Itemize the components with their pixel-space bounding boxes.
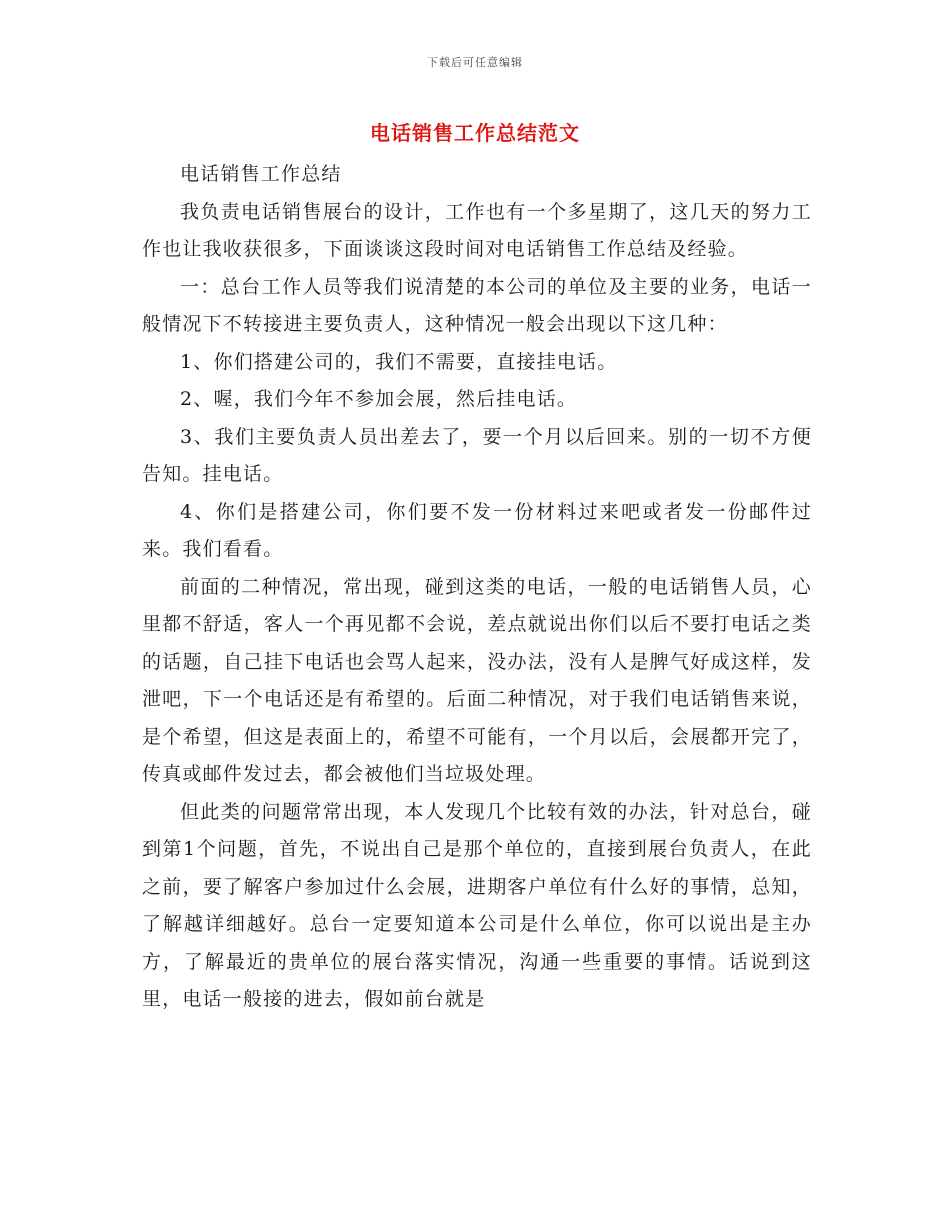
paragraph: 前面的二种情况，常出现，碰到这类的电话，一般的电话销售人员，心里都不舒适，客人一个再见都不会说，差点就说出你们以后不要打电话之类的话题，自己挂下电话也会骂人起来，没办法，没有人是脾气好成这样，发泄吧，下一个电话还是有希望的。后面二种情况，对于我们电话销售来说，是个希望，但这是表面上的，希望不可能有，一个月以后，会展都开完了，传真或邮件发过去，都会被他们当垃圾处理。 <box>142 575 812 785</box>
list-item: 1、你们搭建公司的，我们不需要，直接挂电话。 <box>180 350 618 373</box>
document-body <box>142 156 812 1019</box>
paragraph: 我负责电话销售展台的设计，工作也有一个多星期了，这几天的努力工作也让我收获很多，下面谈谈这段时间对电话销售工作总结及经验。 <box>142 200 812 260</box>
document-title: 电话销售工作总结范文 <box>370 121 580 145</box>
paragraph: 但此类的问题常常出现，本人发现几个比较有效的办法，针对总台，碰到第1个问题，首先，不说出自己是那个单位的，直接到展台负责人，在此之前，要了解客户参加过什么会展，进期客户单位有什么好的事情，总知，了解越详细越好。总台一定要知道本公司是什么单位，你可以说出是主办方，了解最近的贵单位的展台落实情况，沟通一些重要的事情。话说到这里，电话一般接的进去，假如前台就是 <box>142 800 812 1010</box>
list-item: 4、你们是搭建公司，你们要不发一份材料过来吧或者发一份邮件过来。我们看看。 <box>142 500 812 560</box>
paragraph: 一：总台工作人员等我们说清楚的本公司的单位及主要的业务，电话一般情况下不转接进主要负责人，这种情况一般会出现以下这几种： <box>142 275 812 335</box>
list-item: 3、我们主要负责人员出差去了，要一个月以后回来。别的一切不方便告知。挂电话。 <box>142 425 812 485</box>
header-note: 下载后可任意编辑 <box>427 56 523 69</box>
paragraph-subtitle: 电话销售工作总结 <box>180 163 342 185</box>
list-item: 2、喔，我们今年不参加会展，然后挂电话。 <box>180 388 578 410</box>
